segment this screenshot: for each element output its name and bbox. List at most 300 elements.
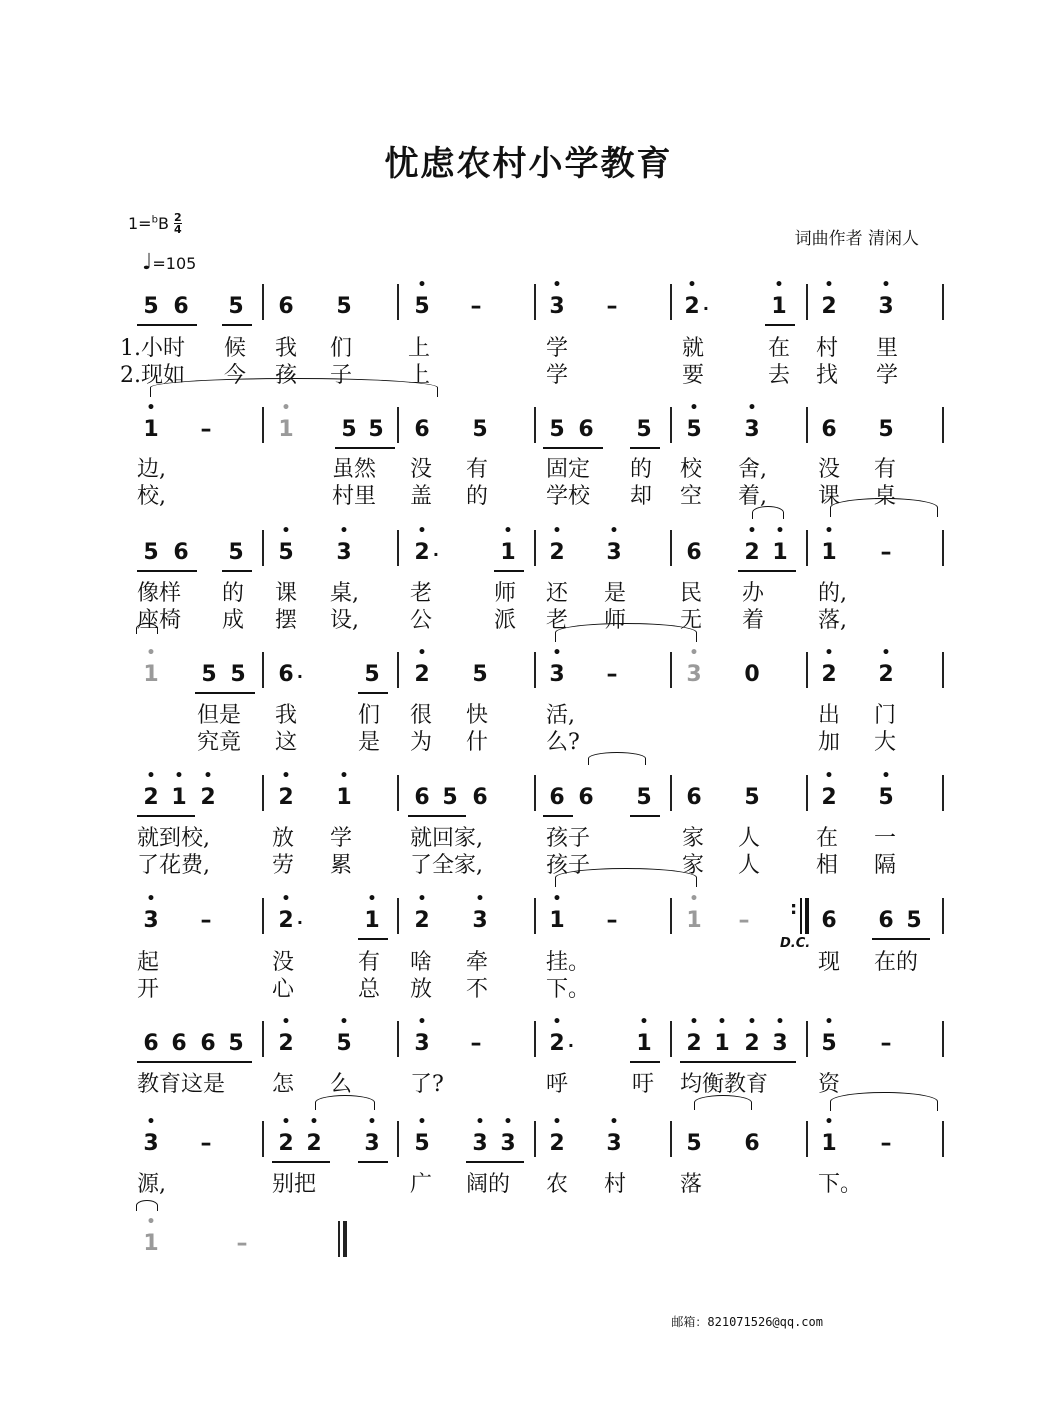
lyric-syllable: 舍, xyxy=(738,457,767,482)
note-digit: 2 xyxy=(278,908,294,933)
note xyxy=(164,768,194,813)
lyric-syllable: 村 xyxy=(604,1172,627,1197)
note xyxy=(677,277,709,322)
note xyxy=(329,523,359,568)
bar-line xyxy=(397,898,399,934)
note xyxy=(871,906,901,936)
beam-underline xyxy=(630,447,660,449)
beam-underline xyxy=(222,570,252,572)
note-digit: 0 xyxy=(744,662,760,687)
note xyxy=(136,1029,166,1059)
note xyxy=(679,1129,709,1159)
note xyxy=(271,891,303,936)
note xyxy=(629,1014,659,1059)
note xyxy=(136,645,166,690)
lyric-syllable: 校 xyxy=(680,457,703,482)
notation-row-9 xyxy=(0,1214,1057,1279)
slur-arc xyxy=(752,506,784,519)
beam-underline xyxy=(358,938,388,940)
lyric-syllable: 的, xyxy=(818,581,847,606)
note-digit: 2 xyxy=(549,540,565,565)
note xyxy=(737,400,767,445)
note xyxy=(465,415,495,445)
note xyxy=(737,783,767,813)
lyric-syllable: 候 xyxy=(224,336,247,361)
note xyxy=(357,1114,387,1159)
slur-arc xyxy=(830,1092,938,1111)
note-digit: 1 xyxy=(636,1031,652,1056)
note-digit: 6 xyxy=(278,294,294,319)
note xyxy=(271,768,301,813)
note-digit: 5 xyxy=(744,785,760,810)
high-octave-dot: • xyxy=(824,645,834,661)
lyric-syllable: 就回家, xyxy=(410,826,483,851)
note-digit: 5 xyxy=(336,1031,352,1056)
high-octave-dot: • xyxy=(689,1014,699,1030)
high-octave-dot: • xyxy=(552,277,562,293)
high-octave-dot: • xyxy=(824,523,834,539)
note xyxy=(814,415,844,445)
high-octave-dot: • xyxy=(146,768,156,784)
note xyxy=(542,415,572,445)
email-footer: 邮箱：821071526@qq.com xyxy=(671,1315,823,1329)
note xyxy=(707,1014,737,1059)
note xyxy=(571,783,601,813)
lyric-syllable: 就 xyxy=(682,336,705,361)
note xyxy=(737,1129,767,1159)
note xyxy=(193,768,223,813)
lyric-syllable: 是 xyxy=(358,730,381,755)
lyric-syllable: 有 xyxy=(466,457,489,482)
bar-line xyxy=(806,407,808,443)
note xyxy=(597,292,627,322)
note-digit: 6 xyxy=(414,785,430,810)
note-digit: – xyxy=(200,908,212,933)
lyric-syllable: 公 xyxy=(410,608,433,633)
lyric-syllable: 要 xyxy=(682,363,705,388)
note-digit: – xyxy=(606,294,618,319)
lyric-syllable: 人 xyxy=(738,826,761,851)
lyric-syllable: 放 xyxy=(272,826,295,851)
bar-line xyxy=(670,284,672,320)
note xyxy=(193,1029,223,1059)
lyric-syllable: 相 xyxy=(816,853,839,878)
lyric-syllable: 盖 xyxy=(410,484,433,509)
note xyxy=(465,891,495,936)
lyric-syllable: 累 xyxy=(330,853,353,878)
lyric-syllable: 不 xyxy=(466,977,489,1002)
lyric-syllable: 究竟 xyxy=(197,730,242,755)
lyric-syllable: 吁 xyxy=(632,1072,655,1097)
lyric-syllable: 门 xyxy=(874,703,897,728)
notation-row-6: 3 • – 2 • · 1 • 2 • 3 • 1 • – 1 • – 6 6 5 : D.C. xyxy=(0,906,1057,956)
beam-underline xyxy=(137,324,197,326)
note-digit: 3 xyxy=(364,1131,380,1156)
note xyxy=(679,400,709,445)
note-digit: 2 xyxy=(278,1131,294,1156)
lyric-syllable: 出 xyxy=(818,703,841,728)
high-octave-dot: • xyxy=(146,645,156,661)
lyric-syllable: 为 xyxy=(410,730,433,755)
note xyxy=(765,523,795,568)
lyric-syllable: 空 xyxy=(680,484,703,509)
high-octave-dot: • xyxy=(609,523,619,539)
slur-arc xyxy=(555,868,697,887)
note-digit: – xyxy=(470,294,482,319)
lyric-syllable: 上 xyxy=(408,363,431,388)
lyric-syllable: 阔的 xyxy=(466,1172,511,1197)
note-digit: 2 xyxy=(306,1131,322,1156)
lyric-syllable: 总 xyxy=(358,977,381,1002)
beam-underline xyxy=(358,692,388,694)
slur-arc xyxy=(150,378,438,397)
note xyxy=(737,1014,767,1059)
bar-line xyxy=(397,1121,399,1157)
lyric-syllable: 找 xyxy=(816,363,839,388)
lyric-syllable: 孩 xyxy=(275,363,298,388)
bar-line xyxy=(262,898,264,934)
note-digit: – xyxy=(738,908,750,933)
note xyxy=(136,768,166,813)
bar-line xyxy=(670,530,672,566)
slur-arc xyxy=(694,1095,752,1110)
note-digit: 2 xyxy=(414,662,430,687)
note-digit: 5 xyxy=(821,1031,837,1056)
lyric-syllable: 着 xyxy=(742,608,765,633)
lyric-syllable: 的 xyxy=(222,581,245,606)
lyric-syllable: 学 xyxy=(330,826,353,851)
note-digit: 6 xyxy=(278,662,294,687)
lyric-syllable: 们 xyxy=(330,336,353,361)
note-digit: 1 xyxy=(500,540,516,565)
note xyxy=(194,660,224,690)
lyric-syllable: 办 xyxy=(742,581,765,606)
high-octave-dot: • xyxy=(417,523,427,539)
note-digit: 5 xyxy=(442,785,458,810)
bar-line xyxy=(534,652,536,688)
note xyxy=(136,1214,166,1259)
note-digit: 6 xyxy=(414,417,430,442)
note-digit: 3 xyxy=(686,662,702,687)
lyric-syllable: 桌, xyxy=(330,581,359,606)
note-digit: 2 xyxy=(686,1031,702,1056)
note xyxy=(871,277,901,322)
high-octave-dot: • xyxy=(717,1014,727,1030)
note-digit: 1 xyxy=(772,540,788,565)
note-digit: 3 xyxy=(772,1031,788,1056)
note xyxy=(871,645,901,690)
note-digit: 6 xyxy=(171,1031,187,1056)
note xyxy=(407,277,437,322)
slur-arc xyxy=(555,623,697,642)
note xyxy=(814,906,844,936)
bar-line xyxy=(806,775,808,811)
lyric-syllable: 桌 xyxy=(874,484,897,509)
note xyxy=(461,292,491,322)
note xyxy=(461,1029,491,1059)
augmentation-dot: · xyxy=(702,299,709,318)
note xyxy=(357,891,387,936)
note xyxy=(136,538,166,568)
note xyxy=(542,1014,574,1059)
note xyxy=(271,400,301,445)
note-digit: 5 xyxy=(472,662,488,687)
note-digit: 3 xyxy=(744,417,760,442)
high-octave-dot: • xyxy=(747,400,757,416)
note-digit: 6 xyxy=(143,1031,159,1056)
note-digit: 1 xyxy=(714,1031,730,1056)
bar-line xyxy=(670,1021,672,1057)
note xyxy=(679,645,709,690)
slur-arc xyxy=(830,498,938,517)
note-digit: 6 xyxy=(472,785,488,810)
lyric-syllable: 隔 xyxy=(874,853,897,878)
lyric-syllable: 快 xyxy=(466,703,489,728)
note xyxy=(329,1014,359,1059)
lyric-syllable: 大 xyxy=(874,730,897,755)
note xyxy=(271,523,301,568)
high-octave-dot: • xyxy=(689,891,699,907)
bar-line xyxy=(942,1121,944,1157)
high-octave-dot: • xyxy=(281,891,291,907)
bar-line xyxy=(942,1021,944,1057)
note-digit: 2 xyxy=(878,662,894,687)
lyric-syllable: 没 xyxy=(410,457,433,482)
note-digit: 6 xyxy=(878,908,894,933)
lyric-syllable: 没 xyxy=(272,950,295,975)
high-octave-dot: • xyxy=(881,768,891,784)
note-digit: 5 xyxy=(549,417,565,442)
lyric-syllable: 么? xyxy=(546,730,580,755)
note xyxy=(542,277,572,322)
note xyxy=(223,660,253,690)
lyric-syllable: 学 xyxy=(876,363,899,388)
lyric-syllable: 了花费, xyxy=(137,853,210,878)
note xyxy=(629,415,659,445)
high-octave-dot: • xyxy=(552,523,562,539)
beam-underline xyxy=(195,692,255,694)
lyric-syllable: 呼 xyxy=(546,1072,569,1097)
bar-line xyxy=(262,284,264,320)
note xyxy=(435,783,465,813)
high-octave-dot: • xyxy=(689,645,699,661)
note xyxy=(679,891,709,936)
lyric-syllable: 的 xyxy=(630,457,653,482)
key-signature xyxy=(128,214,169,233)
note-digit: 1 xyxy=(143,662,159,687)
high-octave-dot: • xyxy=(203,768,213,784)
note-digit: 3 xyxy=(472,908,488,933)
lyric-syllable: 学校 xyxy=(546,484,591,509)
note-digit: 1 xyxy=(143,417,159,442)
high-octave-dot: • xyxy=(774,277,784,293)
note-digit: 2 xyxy=(414,540,430,565)
lyric-syllable: 村里 xyxy=(332,484,377,509)
note-digit: 5 xyxy=(636,417,652,442)
note xyxy=(899,906,929,936)
note-digit: 2 xyxy=(143,785,159,810)
note xyxy=(407,645,437,690)
note-digit: 5 xyxy=(228,1031,244,1056)
note-digit: 2 xyxy=(684,294,700,319)
lyric-syllable: 了? xyxy=(410,1072,444,1097)
note-digit: 6 xyxy=(173,540,189,565)
note xyxy=(271,1114,301,1159)
bar-line xyxy=(670,652,672,688)
lyric-syllable: 怎 xyxy=(272,1072,295,1097)
high-octave-dot: • xyxy=(367,891,377,907)
lyric-syllable: 农 xyxy=(546,1172,569,1197)
note-digit: 2 xyxy=(744,1031,760,1056)
note xyxy=(357,660,387,690)
note-digit: 5 xyxy=(472,417,488,442)
note xyxy=(227,1229,257,1259)
bar-line xyxy=(534,1021,536,1057)
note-digit: 6 xyxy=(686,785,702,810)
lyric-syllable: 里 xyxy=(876,336,899,361)
high-octave-dot: • xyxy=(339,1014,349,1030)
high-octave-dot: • xyxy=(417,645,427,661)
high-octave-dot: • xyxy=(503,1114,513,1130)
note xyxy=(679,783,709,813)
note xyxy=(764,277,794,322)
note-digit: 5 xyxy=(341,417,357,442)
augmentation-dot: · xyxy=(296,913,303,932)
high-octave-dot: • xyxy=(309,1114,319,1130)
note xyxy=(407,891,437,936)
note xyxy=(542,1114,572,1159)
lyric-syllable: 孩子 xyxy=(546,826,591,851)
meter-top: 2 xyxy=(174,211,182,224)
note xyxy=(136,891,166,936)
note xyxy=(191,906,221,936)
lyric-syllable: 师 xyxy=(604,608,627,633)
note-digit: 5 xyxy=(906,908,922,933)
note xyxy=(465,1114,495,1159)
high-octave-dot: • xyxy=(824,768,834,784)
bar-line xyxy=(397,652,399,688)
lyric-syllable: 有 xyxy=(358,950,381,975)
high-octave-dot: • xyxy=(824,277,834,293)
note-digit: 5 xyxy=(278,540,294,565)
note xyxy=(629,783,659,813)
high-octave-dot: • xyxy=(367,1114,377,1130)
high-octave-dot: • xyxy=(475,891,485,907)
note-digit: 2 xyxy=(821,294,837,319)
note xyxy=(814,277,844,322)
bar-line xyxy=(534,1121,536,1157)
note xyxy=(271,292,301,322)
bar-line xyxy=(670,1121,672,1157)
bar-line xyxy=(397,530,399,566)
lyric-syllable: 就到校, xyxy=(137,826,210,851)
note-digit: 5 xyxy=(143,294,159,319)
high-octave-dot: • xyxy=(475,1114,485,1130)
note xyxy=(361,415,391,445)
lyric-syllable: 边, xyxy=(137,457,166,482)
lyric-syllable: 但是 xyxy=(197,703,242,728)
note xyxy=(542,645,572,690)
note-digit: 3 xyxy=(143,1131,159,1156)
note xyxy=(271,1014,301,1059)
note xyxy=(334,415,364,445)
bar-line xyxy=(534,284,536,320)
lyric-syllable: 成 xyxy=(222,608,245,633)
bar-line xyxy=(670,898,672,934)
note xyxy=(166,292,196,322)
lyric-syllable: 放 xyxy=(410,977,433,1002)
high-octave-dot: • xyxy=(281,400,291,416)
note-digit: 3 xyxy=(143,908,159,933)
bar-line xyxy=(397,284,399,320)
lyric-syllable: 落 xyxy=(680,1172,703,1197)
bar-line xyxy=(534,775,536,811)
lyric-syllable: 么 xyxy=(330,1072,353,1097)
lyric-syllable: 村 xyxy=(816,336,839,361)
lyric-syllable: 资 xyxy=(818,1072,841,1097)
note-digit: 1 xyxy=(143,1231,159,1256)
high-octave-dot: • xyxy=(689,400,699,416)
note-digit: 2 xyxy=(821,662,837,687)
beam-underline xyxy=(466,1161,524,1163)
note-digit: 1 xyxy=(821,540,837,565)
high-octave-dot: • xyxy=(417,277,427,293)
note xyxy=(329,292,359,322)
bar-line xyxy=(942,898,944,934)
note-digit: 6 xyxy=(744,1131,760,1156)
note-digit: 2 xyxy=(278,785,294,810)
beam-underline xyxy=(630,815,660,817)
beam-underline xyxy=(137,815,195,817)
note xyxy=(465,660,495,690)
bar-line xyxy=(534,530,536,566)
final-bar-thin xyxy=(338,1221,340,1257)
lyric-syllable: 落, xyxy=(818,608,847,633)
note-digit: 6 xyxy=(200,1031,216,1056)
note-digit: 5 xyxy=(230,662,246,687)
high-octave-dot: • xyxy=(747,523,757,539)
note-digit: 5 xyxy=(636,785,652,810)
lyric-syllable: 挂。 xyxy=(546,950,591,975)
lyric-syllable: 师 xyxy=(494,581,517,606)
beam-underline xyxy=(738,1061,796,1063)
lyric-syllable: 别把 xyxy=(272,1172,317,1197)
note xyxy=(871,415,901,445)
note xyxy=(542,783,572,813)
lyric-syllable: 广 xyxy=(410,1172,433,1197)
tempo-value: =105 xyxy=(152,254,197,273)
high-octave-dot: • xyxy=(417,1014,427,1030)
note-digit: – xyxy=(200,417,212,442)
lyric-syllable: 是 xyxy=(604,581,627,606)
bar-line xyxy=(534,898,536,934)
lyric-syllable: 开 xyxy=(137,977,160,1002)
lyric-syllable: 今 xyxy=(224,363,247,388)
note xyxy=(164,1029,194,1059)
lyric-syllable: 无 xyxy=(680,608,703,633)
note-digit: 3 xyxy=(549,294,565,319)
lyric-syllable: 下。 xyxy=(818,1172,863,1197)
beam-underline xyxy=(335,447,395,449)
note-digit: 5 xyxy=(201,662,217,687)
high-octave-dot: • xyxy=(281,1014,291,1030)
note-digit: – xyxy=(236,1231,248,1256)
lyric-syllable: 没 xyxy=(818,457,841,482)
note-digit: 5 xyxy=(368,417,384,442)
high-octave-dot: • xyxy=(417,891,427,907)
lyric-syllable: 孩子 xyxy=(546,853,591,878)
note xyxy=(765,1014,795,1059)
